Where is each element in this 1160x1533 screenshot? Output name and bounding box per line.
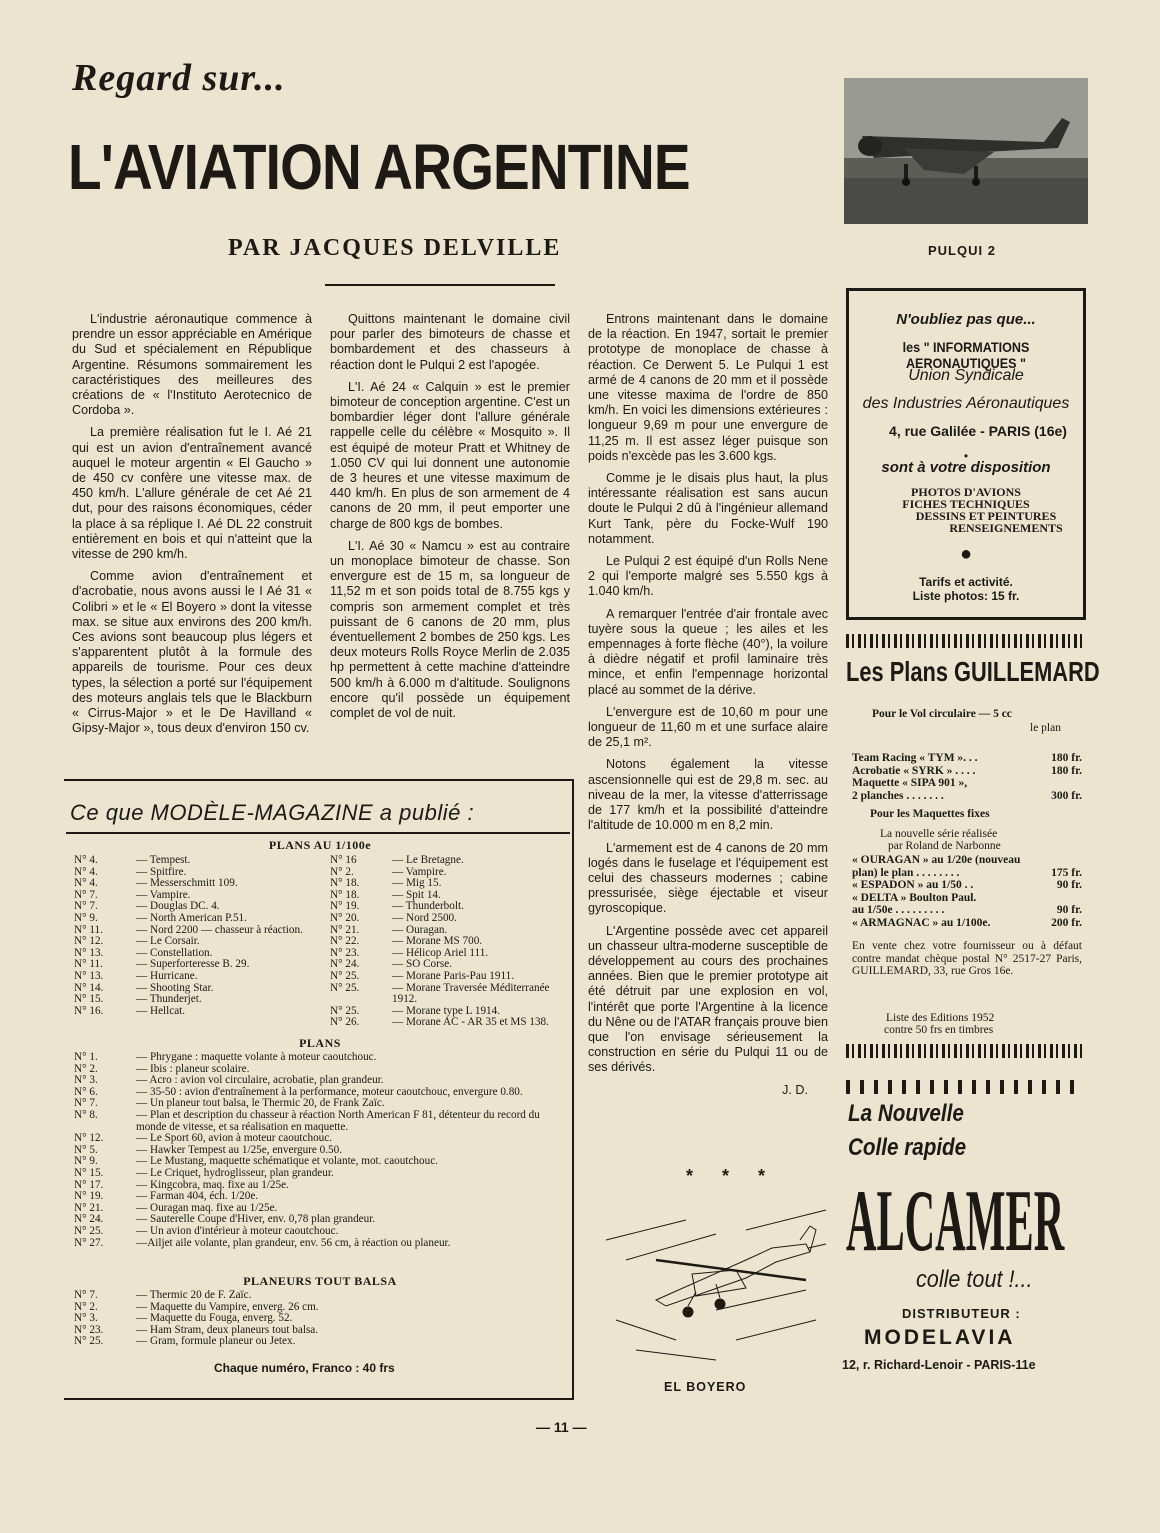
list-item-text: — Maquette du Vampire, enverg. 26 cm. [136, 1300, 319, 1313]
list-item-text: — Le Bretagne. [392, 854, 464, 866]
ad-line: 4, rue Galilée - PARIS (16e) [889, 423, 1067, 439]
price-item [852, 765, 1082, 778]
plans-heading: PLANS AU 1/100e [268, 838, 372, 852]
price-item-label: plan) le plan . . . . . . . . [852, 866, 960, 879]
list-item [74, 1290, 566, 1302]
price-item-price: 180 fr. [1051, 752, 1082, 764]
list-item [74, 936, 324, 948]
ad-plans-items [852, 752, 1082, 802]
list-item-number: N° 7. [74, 1097, 98, 1110]
paragraph: Comme avion d'entraînement et d'acrobatie, nous avons aussi le I Aé 31 « Colibri » et le « El Boyero » dont la vitesse max. se situe aux environs des 200 km/h. Ces avions sont beaucoup plus légers et s'apparentent plutôt à la formule des appareils de tourisme. Pour ces deux types, la sélection a porté sur l'équipement des moteurs anglais tels que le Blackburn « Cirrus-Major » et le De Havilland « Gipsy-Major », tous deux d'environ 150 cv. [72, 569, 312, 736]
list-item-number: N° 1. [74, 1051, 98, 1063]
list-item-text: — Maquette du Fouga, enverg. 52. [136, 1312, 293, 1325]
ad-line: PHOTOS D'AVIONS [911, 485, 1021, 499]
list-item-number: N° 11. [74, 958, 103, 971]
list-item-text: — Constellation. [136, 946, 213, 959]
paragraph: L'envergure est de 10,60 m pour une longueur de 11,60 m et une surface alaire de 25,1 m². [588, 704, 828, 750]
list-item [74, 1226, 566, 1238]
ad-line: Tarifs et activité. [919, 575, 1013, 589]
list-item-text: — Morane Traversée Méditerranée 1912. [392, 981, 550, 1006]
ad-line: contre 50 frs en timbres [884, 1024, 994, 1036]
plans-list-left [74, 855, 324, 1017]
list-item-number: N° 19. [74, 1190, 104, 1203]
jet-photo-illustration [844, 78, 1088, 224]
list-item-text: — Ouragan maq. fixe au 1/25e. [136, 1201, 278, 1214]
price-item [852, 904, 1082, 917]
price-item-label: au 1/50e . . . . . . . . . [852, 904, 945, 917]
paragraph: Le Pulqui 2 est équipé d'un Rolls Nene 2 qui l'emporte malgré ses 5.550 kgs à 1.040 km/h. [588, 554, 828, 599]
article-column-3 [588, 312, 828, 1098]
ad-line: 12, r. Richard-Lenoir - PARIS-11e [842, 1358, 1036, 1372]
ad-line: Pour les Maquettes fixes [870, 808, 990, 820]
ad-line: sont à votre disposition [881, 459, 1051, 476]
plans2-list [74, 1052, 566, 1249]
list-item-text: — Thunderbolt. [392, 900, 464, 913]
published-title: Ce que MODÈLE-MAGAZINE a publié : [70, 800, 475, 825]
list-item-number: N° 27. [74, 1236, 104, 1249]
list-item-number: N° 25. [74, 1335, 104, 1348]
ad-line: le plan [1030, 722, 1061, 734]
list-item-text: — Ham Stram, deux planeurs tout balsa. [136, 1323, 319, 1336]
price-item [852, 752, 1082, 765]
plans2-heading: PLANS [299, 1036, 341, 1050]
ad-line: DESSINS ET PEINTURES [915, 509, 1057, 523]
list-item-text: — Morane MS 700. [392, 935, 483, 948]
list-item [74, 1336, 566, 1348]
ad-line: La nouvelle série réalisée [880, 828, 998, 840]
list-item-number: N° 18. [330, 877, 360, 890]
list-item-number: N° 7. [74, 900, 98, 913]
list-item-text: — Ibis : planeur scolaire. [136, 1062, 250, 1075]
price-item [852, 854, 1082, 867]
list-item-number: N° 2. [330, 865, 354, 878]
list-item-number: N° 7. [74, 888, 98, 901]
ad-line: Colle rapide [848, 1134, 967, 1161]
paragraph: La première réalisation fut le I. Aé 21 qui est un avion d'entraînement avancé auquel le moteur argentin « El Gaucho » de 450 cv confère une vitesse max. de 450 km/h. L'allure générale de cet Aé 21 dut, pour des raisons économiques, céder la place à sa réplique I. Aé DL 22 construit entièrement en bois et qui n'atteint que la vitesse de 290 km/h. [72, 425, 312, 562]
price-item-label: « ESPADON » au 1/50 . . [852, 879, 974, 892]
list-item-text: — Acro : avion vol circulaire, acrobatie, plan grandeur. [136, 1074, 384, 1087]
article-column-2 [330, 312, 570, 728]
list-item [74, 1133, 566, 1145]
list-item [330, 913, 570, 925]
list-item-text: — SO Corse. [392, 958, 452, 971]
list-item-text: — Mig 15. [392, 877, 442, 890]
ad-line: colle tout !... [916, 1266, 1033, 1293]
price-item-label: « ARMAGNAC » au 1/100e. [852, 916, 991, 929]
list-item-number: N° 4. [74, 865, 98, 878]
article-column-1 [72, 312, 312, 743]
list-item-text: — Gram, formule planeur ou Jetex. [136, 1335, 296, 1348]
list-item-number: N° 6. [74, 1085, 98, 1098]
list-item [330, 936, 570, 948]
list-item-text: — Le Sport 60, avion à moteur caoutchouc. [136, 1132, 333, 1145]
decorative-bar [846, 1080, 1084, 1094]
list-item-text: — Douglas DC. 4. [136, 900, 220, 913]
paragraph: Entrons maintenant dans le domaine de la réaction. En 1947, sortait le premier prototype de monoplace de chasse à réaction. Ce Derwent 5. Le Pulqui 1 est armé de 4 canons de 20 mm et il possède une vitesse maxima de l'ordre de 850 km/h. En voici les dimensions extérieures : longueur 9,69 m pour une envergure de 11,25 m. Il est assez léger puisque son poids n'excède pas les 3.600 kgs. [588, 312, 828, 463]
list-item-number: N° 16. [74, 1004, 104, 1017]
list-item-number: N° 23. [330, 946, 360, 959]
list-item-text: — Nord 2200 — chasseur à réaction. [136, 923, 303, 936]
paragraph: L'armement est de 4 canons de 20 mm logés dans le fuselage et l'équipement est celui des chasseurs modernes ; cabine pressurisée, siège éjectable et viseur gyroscopique. [588, 840, 828, 916]
bullet-icon: ● [959, 543, 973, 565]
list-item [74, 1191, 566, 1203]
signature: J. D. [782, 1082, 808, 1097]
paragraph: L'Argentine possède avec cet appareil un chasseur ultra-moderne susceptible de développement au cours des prochaines années. Bien que le premier prototype ait été détruit par une explosion en vol, l'intérêt que porte l'Argentine à la licence du Nêne ou de l'ATAR français prouve bien que l'on envisage sérieusement la construction en série du Pulqui 11 ou de ses dérivés. [588, 923, 828, 1075]
list-item [74, 913, 324, 925]
list-item-number: N° 15. [74, 1166, 104, 1179]
list-item-text: — Spitfire. [136, 865, 187, 878]
price-item-price: 180 fr. [1051, 764, 1082, 777]
price-item-label: Team Racing « TYM ». . . [852, 752, 978, 764]
list-item-text: — Thermic 20 de F. Zaïc. [136, 1289, 252, 1301]
list-item-text: — 35-50 : avion d'entraînement à la performance, moteur caoutchouc, envergure 0.80. [136, 1085, 523, 1098]
ad-plans-title: Les Plans GUILLEMARD [846, 656, 1100, 687]
ad-line: N'oubliez pas que... [896, 311, 1036, 328]
list-item [74, 971, 324, 983]
paragraph: Comme je le disais plus haut, la plus intéressante réalisation est sans aucun doute le Pulqui 2 dû à l'ingénieur allemand Kurt Tank, père du Focke-Wulf 190 notamment. [588, 471, 828, 546]
list-item [330, 983, 570, 1006]
list-item-text: — Hélicop Ariel 111. [392, 946, 489, 959]
list-item-number: N° 12. [74, 1132, 104, 1145]
list-item-number: N° 9. [74, 1155, 98, 1168]
kicker: Regard sur... [72, 57, 286, 99]
list-item-text: — Le Criquet, hydroglisseur, plan grandeur. [136, 1166, 334, 1179]
pulqui-photo [844, 78, 1088, 224]
list-item-number: N° 14. [74, 981, 104, 994]
sketch-caption: EL BOYERO [664, 1380, 747, 1394]
list-item-text: — Thunderjet. [136, 993, 202, 1006]
list-item-text: — Ouragan. [392, 923, 448, 936]
list-item-text: — Hellcat. [136, 1004, 186, 1017]
decorative-bar [846, 1044, 1084, 1058]
price-item-price: 300 fr. [1051, 789, 1082, 802]
list-item-number: N° 17. [74, 1178, 104, 1191]
list-item-number: N° 4. [74, 854, 98, 866]
list-item-number: N° 13. [74, 969, 104, 982]
list-item [74, 1052, 566, 1064]
ad-note: En vente chez votre fournisseur ou à défaut contre mandat chèque postal N° 2517-27 Paris, GUILLEMARD, 33, rue Gros 16e. [852, 940, 1082, 978]
ad-line: par Roland de Narbonne [888, 840, 1001, 852]
ad-line: des Industries Aéronautiques [862, 395, 1070, 412]
list-item-number: N° 19. [330, 900, 360, 913]
ad-line: FICHES TECHNIQUES [902, 497, 1030, 511]
list-item [74, 994, 324, 1006]
ad-line: La Nouvelle [848, 1100, 964, 1127]
article-title: L'AVIATION ARGENTINE [68, 131, 690, 203]
list-item-text: —Ailjet aile volante, plan grandeur, env. 56 cm, à réaction ou planeur. [136, 1236, 451, 1249]
list-item-number: N° 25. [330, 981, 360, 994]
list-item-text: — Hurricane. [136, 969, 198, 982]
paragraph: L'industrie aéronautique commence à prendre un essor appréciable en Amérique du Sud et spécialement en République Argentine. Résumons sommairement les caractéristiques des meilleures des créations de « l'Instituto Aerotecnico de Cordoba ». [72, 312, 312, 418]
price-item [852, 867, 1082, 880]
price-item [852, 777, 1082, 790]
price-item-price: 175 fr. [1051, 866, 1082, 879]
list-item [330, 971, 570, 983]
ad-line: Liste photos: 15 fr. [912, 589, 1020, 603]
decorative-bar [846, 634, 1084, 648]
plane-sketch-illustration [596, 1200, 832, 1368]
list-item-number: N° 21. [74, 1201, 104, 1214]
list-item-number: N° 25. [330, 1004, 360, 1017]
list-item-number: N° 25. [330, 969, 360, 982]
ad-plans-items-2 [852, 854, 1082, 930]
list-item-number: N° 3. [74, 1074, 98, 1087]
published-footer: Chaque numéro, Franco : 40 frs [214, 1361, 395, 1375]
paragraph: Quittons maintenant le domaine civil pour parler des bimoteurs de chasse et bombardement et des chasseurs à réaction dont le Pulqui 2 est l'apogée. [330, 312, 570, 372]
price-item [852, 790, 1082, 803]
price-item-label: Acrobatie « SYRK » . . . . [852, 764, 976, 777]
list-item-text: — Shooting Star. [136, 981, 214, 994]
list-item [330, 878, 570, 890]
list-item-number: N° 5. [74, 1143, 98, 1156]
list-item-text: — Vampire. [136, 888, 191, 901]
list-item-text: — Spit 14. [392, 888, 441, 901]
price-item [852, 879, 1082, 892]
list-item-number: N° 26. [330, 1016, 360, 1029]
list-item-text: — Morane Paris-Pau 1911. [392, 969, 515, 982]
list-item [74, 878, 324, 890]
list-item [74, 1110, 566, 1133]
list-item-number: N° 9. [74, 911, 98, 924]
paragraph: A remarquer l'entrée d'air frontale avec tuyère sous la queue ; les ailes et les empennages à forte flèche (40°), la voilure à dièdre négatif et profil laminaire très mince, et enfin l'empennage horizontal placé au sommet de la dérive. [588, 606, 828, 697]
list-item-text: — Kingcobra, maq. fixe au 1/25e. [136, 1178, 289, 1191]
list-item-number: N° 15. [74, 993, 104, 1006]
list-item-text: — Un avion d'intérieur à moteur caoutchouc. [136, 1224, 339, 1237]
list-item-number: N° 20. [330, 911, 360, 924]
ad-line: MODELAVIA [864, 1326, 1016, 1349]
price-item-label: « DELTA » Boulton Paul. [852, 891, 977, 904]
list-item-number: N° 18. [330, 888, 360, 901]
ad-line: Pour le Vol circulaire — 5 cc [872, 708, 1012, 720]
list-item-number: N° 7. [74, 1289, 98, 1301]
list-item [74, 1168, 566, 1180]
separator-stars: * * * [686, 1166, 778, 1186]
list-item-number: N° 4. [74, 877, 98, 890]
paragraph: Notons également la vitesse ascensionnelle qui est de 29,8 m. sec. au niveau de la mer, la vitesse d'atterrissage de 177 km/h et la possibilité d'atteindre l'altitude de 10.000 m en 8,2 min. [588, 757, 828, 833]
list-item-number: N° 21. [330, 923, 360, 936]
list-item [74, 959, 324, 971]
list-item-text: — Nord 2500. [392, 911, 457, 924]
list-item-text: — Tempest. [136, 854, 191, 866]
list-item-number: N° 8. [74, 1108, 98, 1121]
brand-alcamer: ALCAMER [846, 1173, 1065, 1270]
list-item-text: — Morane type L 1914. [392, 1004, 501, 1017]
price-item [852, 917, 1082, 930]
list-item-number: N° 24. [330, 958, 360, 971]
list-item-text: — Le Mustang, maquette schématique et volante, mot. caoutchouc. [136, 1155, 438, 1168]
ad-line: Liste des Editions 1952 [886, 1012, 995, 1024]
price-item-price: 200 fr. [1051, 916, 1082, 929]
el-boyero-sketch [596, 1200, 832, 1368]
list-item-number: N° 24. [74, 1213, 104, 1226]
list-item [74, 855, 324, 867]
list-item [74, 1238, 566, 1250]
list-item-text: — North American P.51. [136, 911, 247, 924]
price-item [852, 892, 1082, 905]
list-item-text: — Morane AC - AR 35 et MS 138. [392, 1016, 549, 1029]
paragraph: L'I. Aé 30 « Namcu » est au contraire un monoplace bimoteur de chasse. Son envergure est de 15 m, sa longueur de 11,52 m et son poids total de 8.755 kgs y compris son armement complet et très puissant de 6 canons de 20 mm, plus éventuellement 2 bombes de 250 kgs. Les deux moteurs Rolls Royce Merlin de 2.035 hp permettent à cette machine d'atteindre 500 km/h à 6.000 m d'altitude. Soulignons encore qu'il possède un équipement complet de vol de nuit. [330, 538, 570, 721]
list-item [330, 855, 570, 867]
list-item-number: N° 23. [74, 1323, 104, 1336]
list-item [330, 867, 570, 879]
price-item-price: 90 fr. [1056, 879, 1082, 892]
list-item-number: N° 2. [74, 1300, 98, 1313]
list-item [330, 1017, 570, 1029]
ad-line: Union Syndicale [908, 367, 1024, 384]
list-item-text: — Vampire. [392, 865, 447, 878]
ad-line: RENSEIGNEMENTS [949, 521, 1063, 535]
byline-rule [325, 284, 555, 286]
list-item-number: N° 2. [74, 1062, 98, 1075]
price-item-label: 2 planches . . . . . . . [852, 789, 944, 802]
list-item-text: — Sauterelle Coupe d'Hiver, env. 0,78 plan grandeur. [136, 1213, 376, 1226]
list-item-number: N° 13. [74, 946, 104, 959]
ad-informations-aeronautiques: N'oubliez pas que... les " INFORMATIONS AERONAUTIQUES " Union Syndicale des Industries Aéronautiques 4, rue Galilée - PARIS (16e) • sont à votre disposition PHOTOS D'AVIONS FICHES TECHNIQUES DESSINS ET PEINTURES RENSEIGNEMENTS ● Tarifs et activité. Liste photos: 15 fr. [846, 288, 1086, 620]
gliders-heading: PLANEURS TOUT BALSA [243, 1274, 397, 1288]
byline: PAR JACQUES DELVILLE [228, 235, 562, 261]
list-item-text: — Farman 404, éch. 1/20e. [136, 1190, 259, 1203]
price-item-label: « OURAGAN » au 1/20e (nouveau [852, 854, 1021, 866]
list-item-text: — Superforteresse B. 29. [136, 958, 250, 971]
list-item-number: N° 16 [330, 854, 357, 866]
list-item-number: N° 3. [74, 1312, 98, 1325]
list-item-text: — Le Corsair. [136, 935, 200, 948]
plans-list-right [330, 855, 570, 1029]
list-item-number: N° 25. [74, 1224, 104, 1237]
list-item-text: — Un planeur tout balsa, le Thermic 20, de Frank Zaïc. [136, 1097, 385, 1110]
list-item-number: N° 22. [330, 935, 360, 948]
list-item-text: — Hawker Tempest au 1/25e, envergure 0.50. [136, 1143, 343, 1156]
list-item-text: — Messerschmitt 109. [136, 877, 238, 890]
published-title-rule [66, 832, 570, 834]
paragraph: L'I. Aé 24 « Calquin » est le premier bimoteur de conception argentine. C'est un bombardier léger dont l'allure générale rappelle celle du célèbre « Mosquito ». Il est équipé de moteur Pratt et Whitney de 1.050 CV qui lui donnent une autonomie de 3 heures et une vitesse maximum de 440 km/h. En plus de son armement de 4 canons de 20 mm, il peut emporter une charge de 800 kgs de bombes. [330, 379, 570, 531]
ad-line: DISTRIBUTEUR : [902, 1306, 1021, 1321]
list-item-number: N° 12. [74, 935, 104, 948]
photo-caption: PULQUI 2 [928, 243, 996, 258]
list-item-number: N° 11. [74, 923, 103, 936]
price-item-price: 90 fr. [1056, 904, 1082, 917]
page-number: — 11 — [536, 1419, 587, 1435]
gliders-list [74, 1290, 566, 1348]
list-item [74, 1006, 324, 1018]
list-item-text: — Plan et description du chasseur à réaction North American F 81, détenteur du record du monde de vitesse, et sa réalisation en maquette. [136, 1108, 540, 1133]
list-item-text: — Phrygane : maquette volante à moteur caoutchouc. [136, 1051, 377, 1063]
ad-line: les " INFORMATIONS AERONAUTIQUES " [902, 339, 1030, 371]
price-item-label: Maquette « SIPA 901 », [852, 777, 968, 790]
